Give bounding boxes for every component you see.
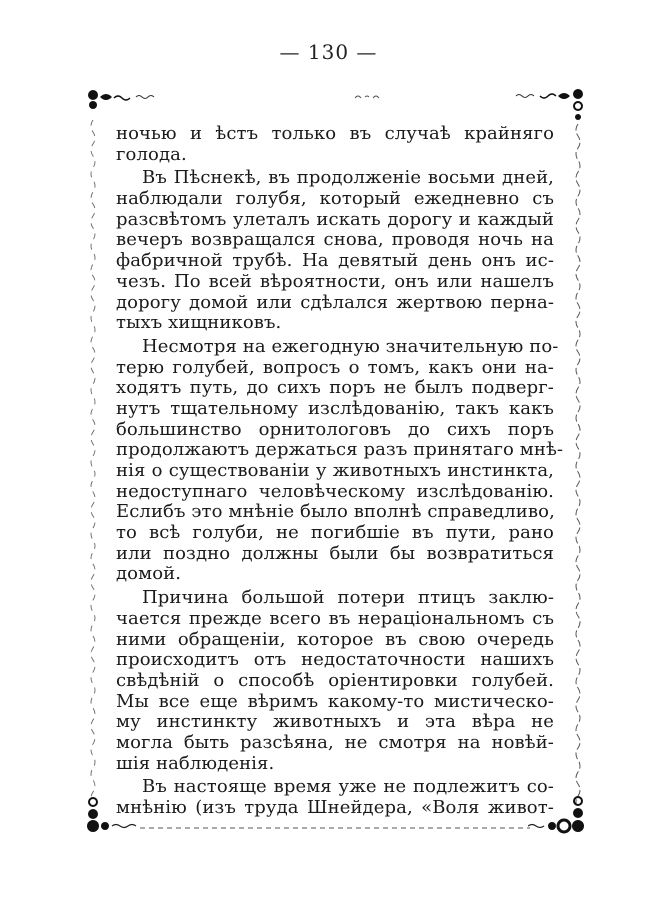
text-line: Въ настояще время уже не подлежитъ со- <box>142 776 554 798</box>
text-line: голода. <box>116 143 187 165</box>
text-line: большинство орнитологовъ до сихъ поръ <box>116 418 554 440</box>
text-line: шія наблюденія. <box>116 752 275 774</box>
text-line: продолжаютъ держаться разъ принятаго мнѣ- <box>116 439 564 461</box>
text-line: Еслибъ это мнѣніе было вполнѣ справедливо, <box>116 501 555 523</box>
text-line: наблюдали голубя, который ежедневно съ <box>116 188 554 210</box>
text-line: ними обращеніи, которое въ свою очередь <box>116 628 554 650</box>
page-number: — 130 — <box>279 40 378 64</box>
text-line: свѣдѣній о способѣ оріентировки голубей. <box>116 669 554 691</box>
text-line: домой. <box>116 563 182 585</box>
text-line: то всѣ голуби, не погибшіе въ пути, рано <box>116 522 554 544</box>
page-body-text <box>116 123 564 819</box>
text-line: Причина большой потери птицъ заклю- <box>142 587 554 609</box>
bottom-border-ornament <box>140 822 530 834</box>
right-border-ornament <box>571 124 585 804</box>
text-line: могла быть разсѣяна, не смотря на новѣй- <box>116 731 554 753</box>
text-line: нутъ тщательному изслѣдованію, такъ какъ <box>116 397 554 419</box>
text-line: или поздно должны были бы возвратиться <box>116 542 554 564</box>
top-left-corner-ornament <box>86 88 166 116</box>
top-center-ornament <box>353 92 383 102</box>
text-line: происходитъ отъ недостаточности нашихъ <box>116 649 554 671</box>
text-line: разсвѣтомъ улеталъ искать дорогу и каждый <box>116 208 554 230</box>
text-line: вечеръ возвращался снова, проводя ночь на <box>116 229 554 251</box>
text-line: тыхъ хищниковъ. <box>116 312 282 334</box>
text-line: терю голубей, вопросъ о томъ, какъ они на- <box>116 356 554 378</box>
text-line: чезъ. По всей вѣроятности, онъ или нашелъ <box>116 270 554 292</box>
text-line: му инстинкту животныхъ и эта вѣра не <box>116 711 554 733</box>
text-line: чается прежде всего въ нераціональномъ съ <box>116 607 554 629</box>
text-line: Въ Пѣснекѣ, въ продолженіе восьми дней, <box>142 167 554 189</box>
text-line: дорогу домой или сдѣлался жертвою перна- <box>116 291 554 313</box>
text-line: Мы все еще вѣримъ какому-то мистическо- <box>116 690 554 712</box>
text-line: нія о существованіи у животныхъ инстинкта, <box>116 460 554 481</box>
top-right-corner-ornament <box>512 86 592 126</box>
text-line: недоступнаго человѣческому изслѣдованію. <box>116 480 554 502</box>
text-line: Несмотря на ежегодную значительную по- <box>142 335 559 357</box>
text-line: мнѣнію (изъ труда Шнейдера, «Воля живот- <box>116 797 554 818</box>
text-line: ночью и ѣстъ только въ случаѣ крайняго <box>116 123 554 144</box>
text-line: фабричной трубѣ. На девятый день онъ ис- <box>116 250 554 272</box>
text-line: ходятъ путь, до сихъ поръ не былъ подверг- <box>116 377 554 399</box>
left-border-ornament <box>86 120 100 800</box>
